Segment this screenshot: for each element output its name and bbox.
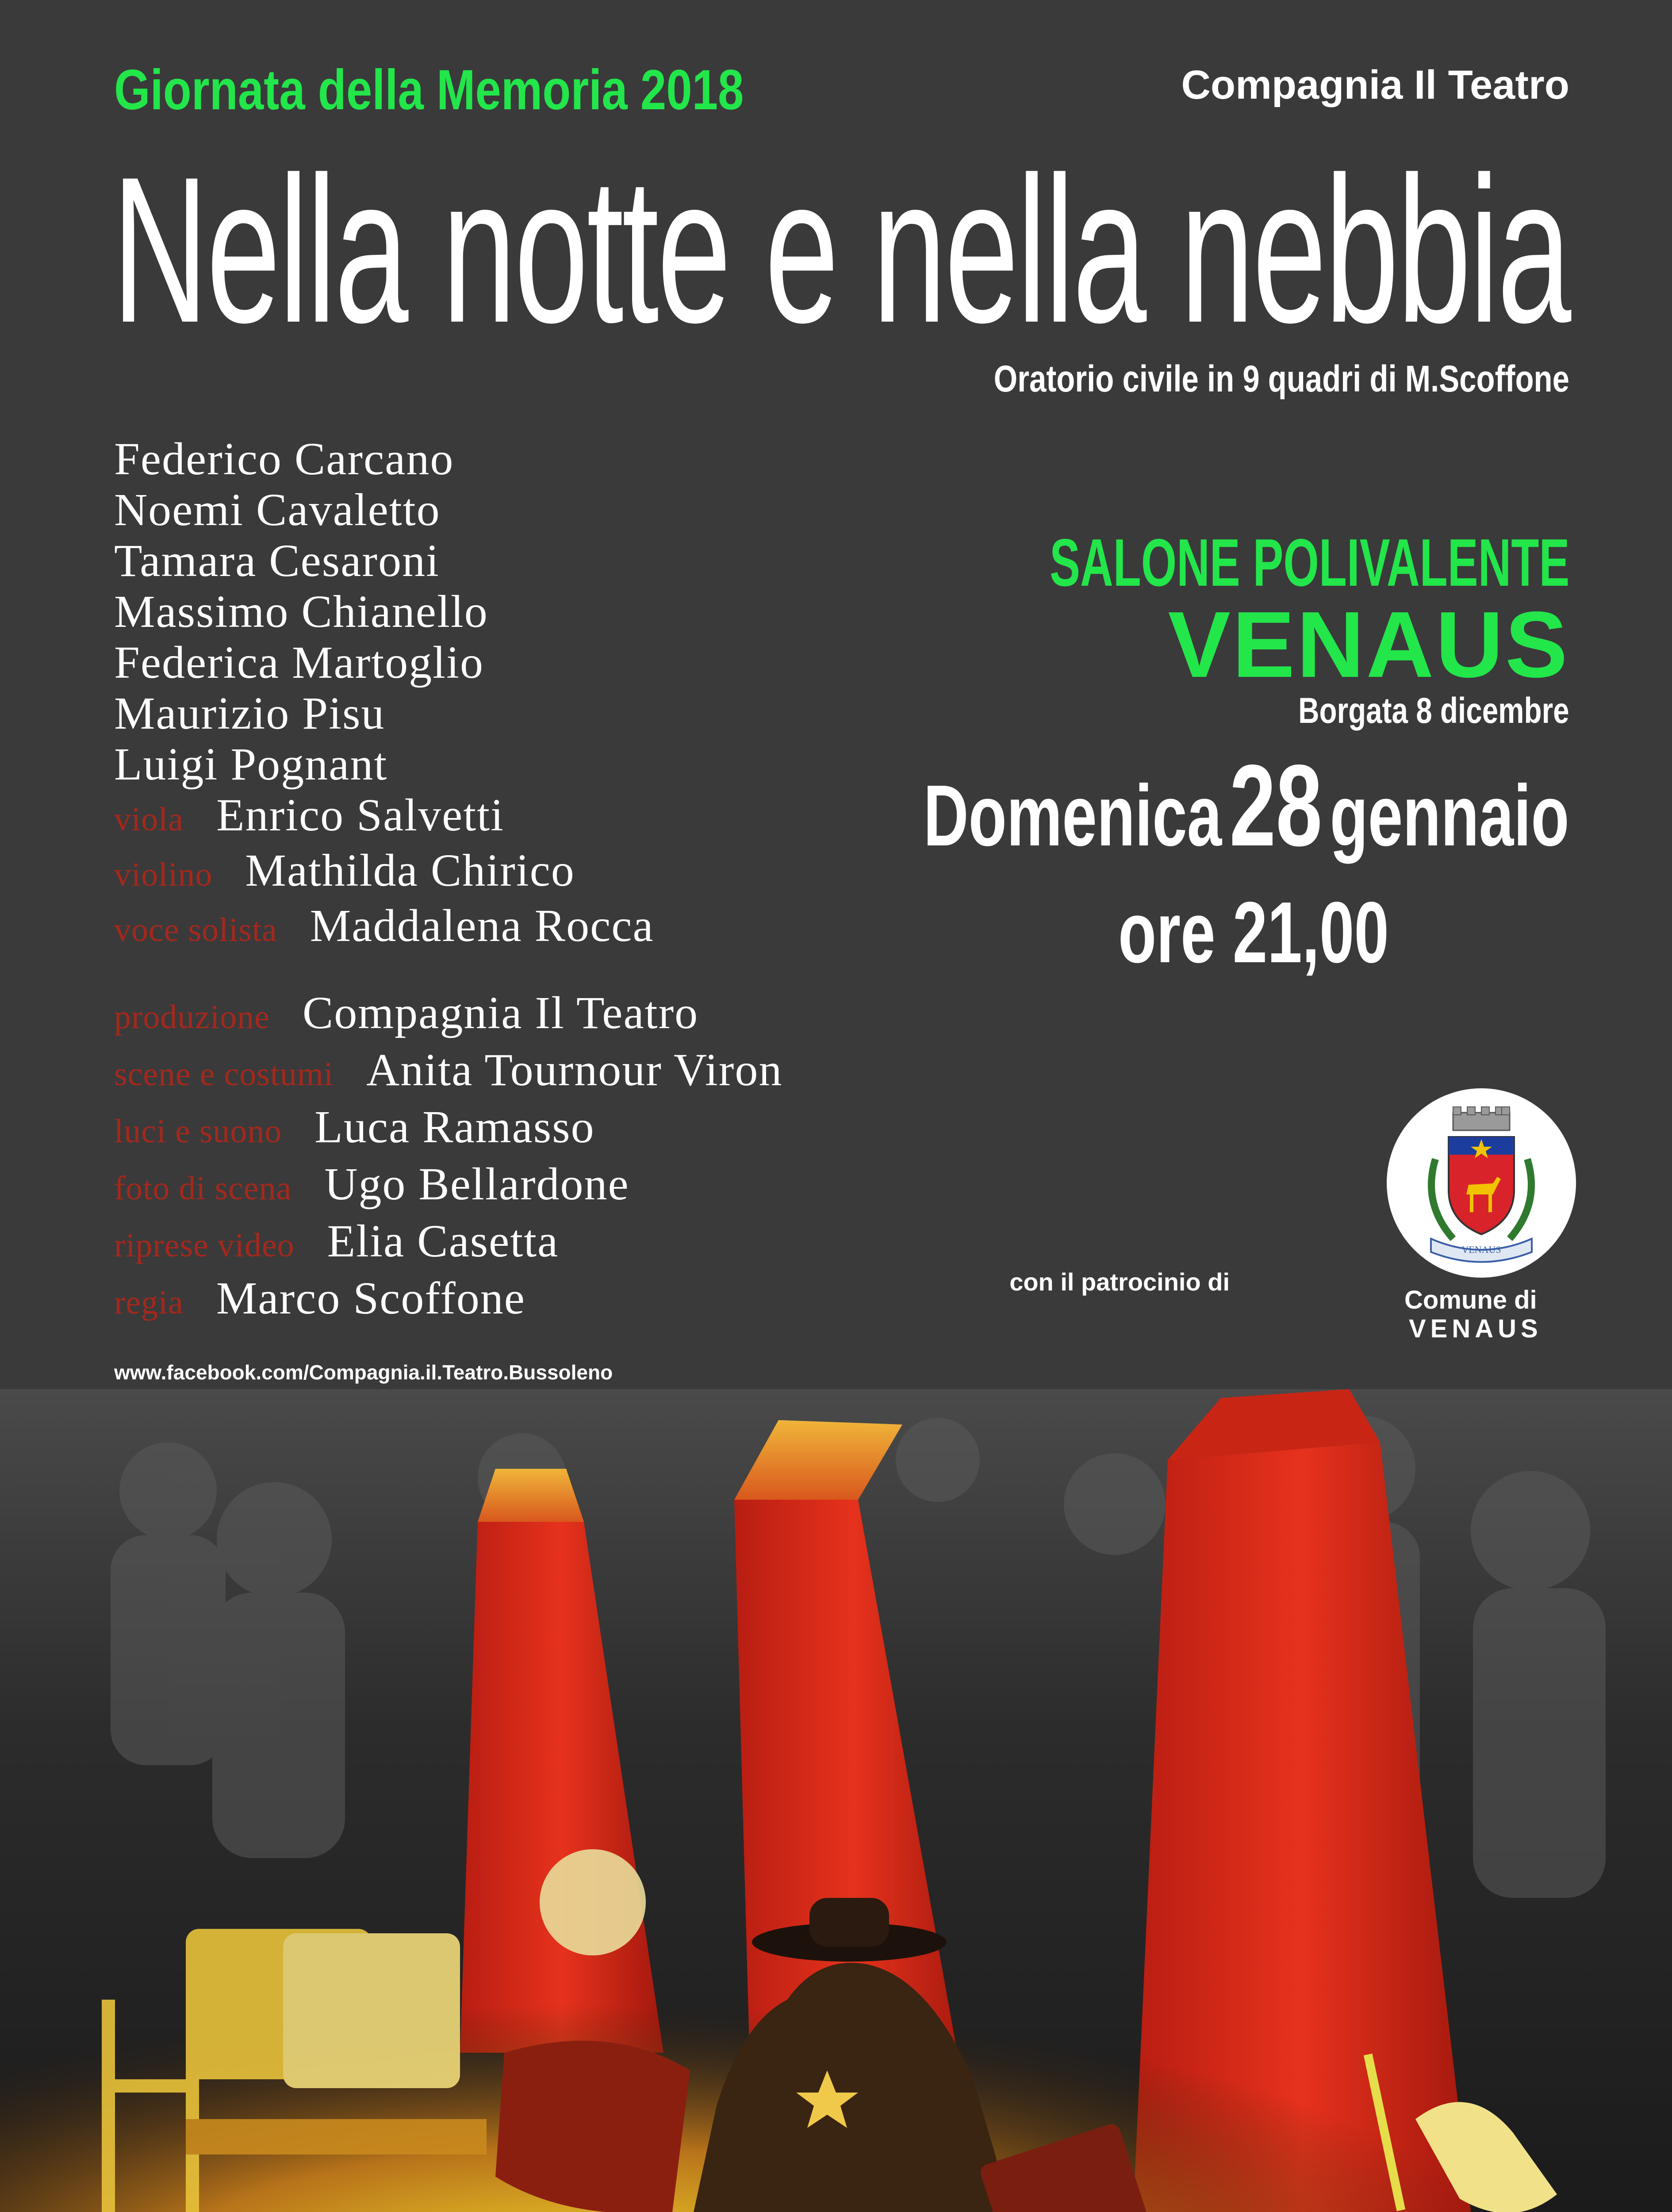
credit-role: produzione: [114, 998, 270, 1036]
credit-name: Anita Tournour Viron: [366, 1045, 783, 1095]
cast-name: Enrico Salvetti: [216, 790, 504, 841]
credit-entry: [114, 1101, 782, 1158]
cast-member: [114, 739, 654, 790]
event-label: Giornata della Memoria 2018: [114, 58, 744, 122]
date-month: gennaio: [1330, 767, 1569, 864]
credit-name: Elia Casetta: [327, 1216, 559, 1267]
cast-name: Noemi Cavaletto: [114, 484, 441, 535]
sponsor-line-2: VENAUS: [1409, 1314, 1542, 1343]
cast-role: viola: [114, 801, 184, 838]
credit-role: foto di scena: [114, 1170, 292, 1207]
credit-entry: [114, 1044, 782, 1101]
credit-entry: [114, 1215, 782, 1272]
venue-town: VENAUS: [1168, 592, 1569, 697]
event-time: ore 21,00: [1118, 884, 1389, 981]
date-weekday: Domenica: [924, 767, 1222, 864]
show-subtitle: Oratorio civile in 9 quadri di M.Scoffone: [993, 358, 1569, 399]
credit-name: Luca Ramasso: [314, 1102, 595, 1152]
credit-role: luci e suono: [114, 1113, 282, 1150]
cast-name: Federica Martoglio: [114, 637, 484, 688]
sponsor-line-1: Comune di: [1404, 1286, 1537, 1314]
venue-name: SALONE POLIVALENTE: [1049, 525, 1569, 600]
company-name: Compagnia Il Teatro: [1181, 62, 1569, 108]
cast-member: [114, 484, 654, 535]
credit-entry: [114, 1272, 782, 1329]
cast-name: Maddalena Rocca: [310, 900, 654, 951]
coat-of-arms-icon: [1387, 1088, 1576, 1278]
stage-photo-graphic: [0, 1389, 1672, 2212]
credit-name: Ugo Bellardone: [324, 1159, 629, 1210]
website-link[interactable]: www.facebook.com/Compagnia.il.Teatro.Bussoleno: [114, 1361, 613, 1384]
cast-member: [114, 845, 654, 900]
credit-entry: [114, 1158, 782, 1215]
credit-name: Marco Scoffone: [216, 1273, 525, 1324]
cast-list: [114, 434, 654, 956]
cast-name: Federico Carcano: [114, 434, 454, 484]
cast-member: [114, 535, 654, 586]
sponsor-label: con il patrocinio di: [1009, 1268, 1230, 1296]
venue-address: Borgata 8 dicembre: [1298, 691, 1569, 731]
credit-entry: [114, 987, 782, 1044]
cast-name: Maurizio Pisu: [114, 688, 385, 739]
cast-role: voce solista: [114, 911, 277, 949]
cast-member: [114, 434, 654, 484]
show-title: Nella notte e nella nebbia: [111, 134, 1569, 366]
stage-photo: [0, 1389, 1672, 2212]
cast-name: Massimo Chianello: [114, 586, 488, 637]
cast-member: [114, 637, 654, 688]
cast-name: Luigi Pognant: [114, 739, 388, 790]
cast-role: violino: [114, 856, 213, 893]
cast-member: [114, 586, 654, 637]
cast-member: [114, 790, 654, 845]
coat-of-arms-graphic: [1387, 1088, 1576, 1278]
event-date: [924, 741, 1569, 870]
cast-member: [114, 900, 654, 956]
credit-role: riprese video: [114, 1227, 295, 1264]
emblem-ribbon-text: VENAUS: [1461, 1244, 1501, 1255]
cast-member: [114, 688, 654, 739]
cast-name: Mathilda Chirico: [245, 845, 575, 896]
credit-name: Compagnia Il Teatro: [302, 987, 699, 1038]
cast-name: Tamara Cesaroni: [114, 535, 440, 586]
credit-role: scene e costumi: [114, 1056, 334, 1093]
credit-role: regia: [114, 1284, 184, 1321]
credits-list: [114, 987, 782, 1329]
date-day: 28: [1229, 741, 1323, 870]
